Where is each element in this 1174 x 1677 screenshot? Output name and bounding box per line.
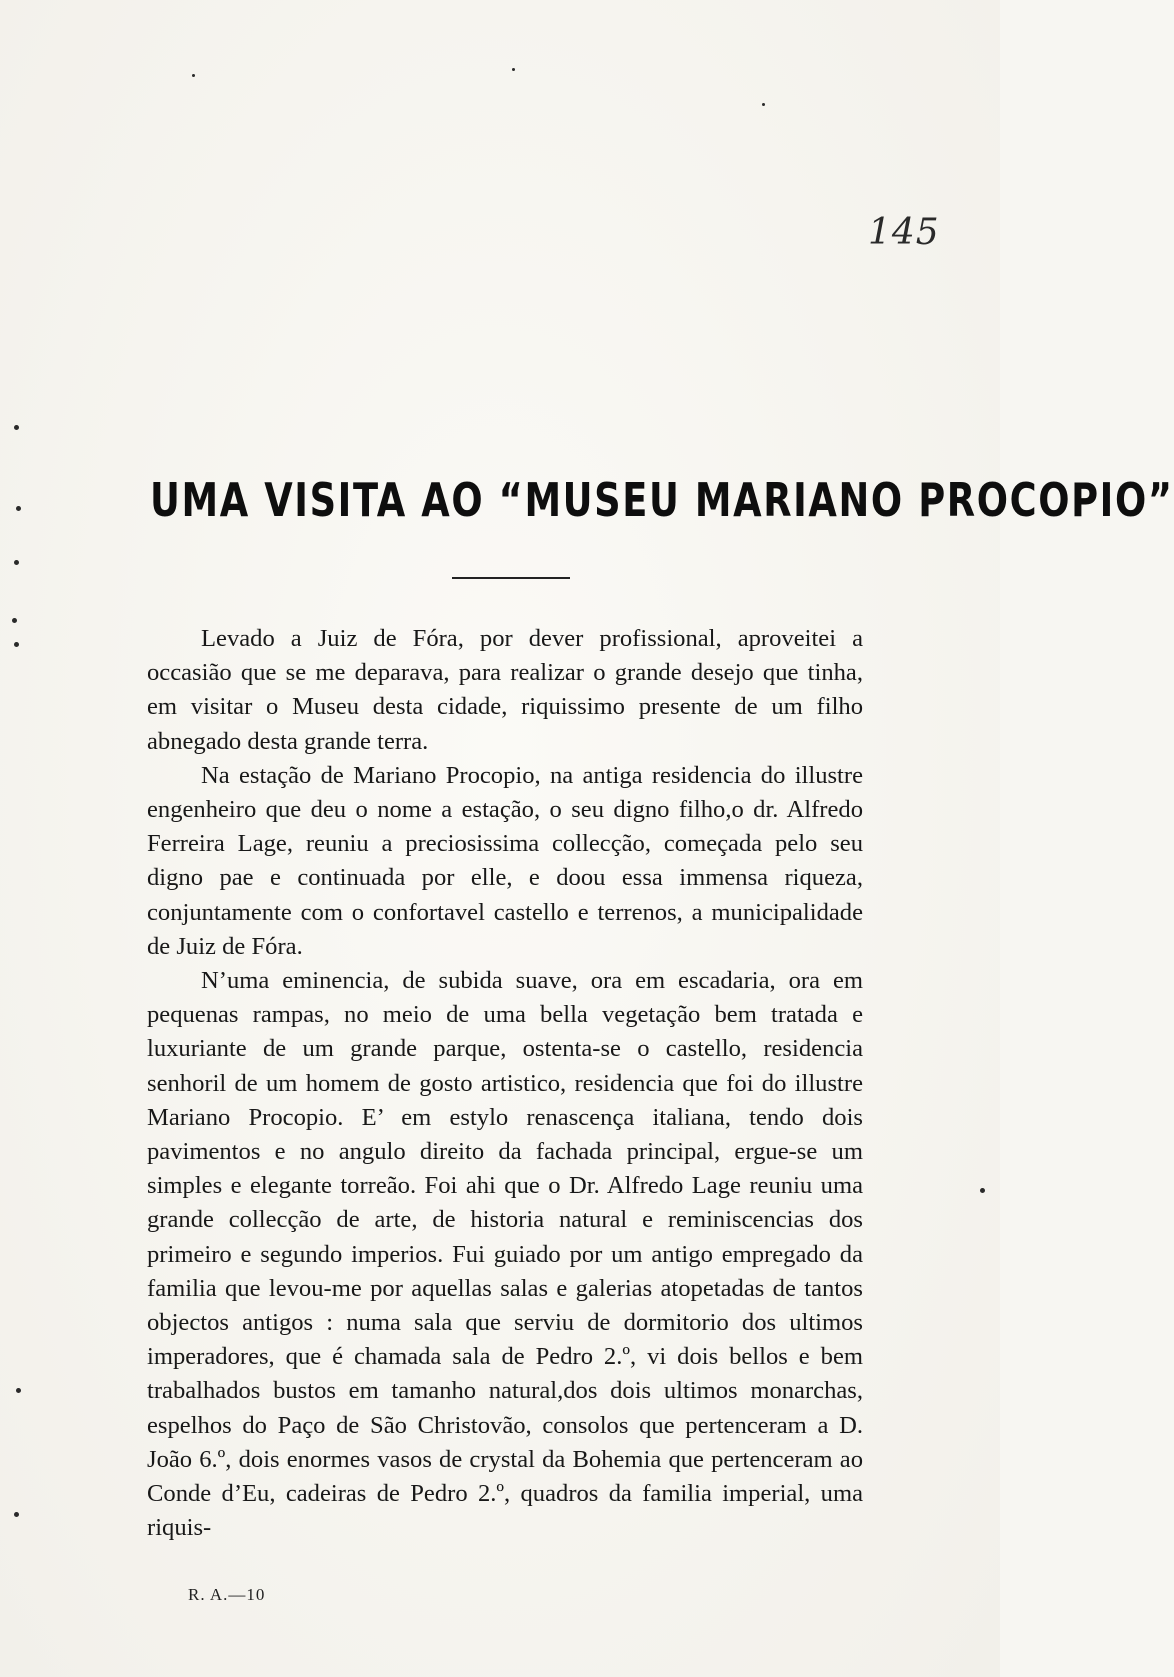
margin-speck bbox=[980, 1188, 985, 1193]
margin-speck bbox=[14, 1512, 19, 1517]
margin-speck bbox=[16, 1388, 21, 1393]
margin-speck bbox=[14, 560, 19, 565]
paragraph-2: Na estação de Mariano Procopio, na antiga residencia do illustre engenheiro que deu o nome a estação, o seu digno filho,o dr. Alfredo Ferreira Lage, reuniu a preciosissima collecção, começada pelo seu digno pae e continuada por elle, e doou essa immensa riqueza, conjuntamente com o confortavel castello e terrenos, a municipalidade de Juiz de Fóra. bbox=[147, 761, 863, 960]
title-divider bbox=[452, 577, 570, 579]
margin-speck bbox=[16, 506, 21, 511]
margin-speck bbox=[14, 425, 19, 430]
margin-speck bbox=[762, 103, 765, 106]
paragraph-1: Levado a Juiz de Fóra, por dever profissional, aproveitei a occasião que se me deparava, para realizar o grande desejo que tinha, em visitar o Museu desta cidade, riquissimo presente de um filho abnegado desta grande terra. bbox=[147, 625, 863, 755]
page-number: 145 bbox=[868, 212, 940, 253]
paragraph-3: N’uma eminencia, de subida suave, ora em escadaria, ora em pequenas rampas, no meio de uma bella vegetação bem tratada e luxuriante de um grande parque, ostenta-se o castello, residencia senhoril de um homem de gosto artistico, residencia que foi do illustre Mariano Procopio. E’ em estylo renascença italiana, tendo dois pavimentos e no angulo direito da fachada principal, ergue-se um simples e elegante torreão. Foi ahi que o Dr. Alfredo Lage reuniu uma grande collecção de arte, de historia natural e reminiscencias dos primeiro e segundo imperios. Fui guiado por um antigo empregado da familia que levou-me por aquellas salas e galerias atopetadas de tantos objectos antigos : numa sala que serviu de dormitorio dos ultimos imperadores, que é chamada sala de Pedro 2.º, vi dois bellos e bem trabalhados bustos em tamanho natural,dos dois ultimos monarchas, espelhos do Paço de São Christovão, consolos que pertenceram a D. João 6.º, dois enormes vasos de crystal da Bohemia que pertenceram ao Conde d’Eu, cadeiras de Pedro 2.º, quadros da familia imperial, uma riquis- bbox=[147, 967, 863, 1542]
margin-speck bbox=[192, 74, 195, 77]
margin-speck bbox=[14, 642, 19, 647]
article-body bbox=[147, 622, 863, 1545]
margin-speck bbox=[512, 68, 515, 71]
article-headline: UMA VISITA AO “MUSEU MARIANO PROCOPIO” bbox=[150, 473, 1174, 527]
signature-mark: R. A.—10 bbox=[188, 1585, 266, 1604]
margin-speck bbox=[12, 618, 17, 623]
